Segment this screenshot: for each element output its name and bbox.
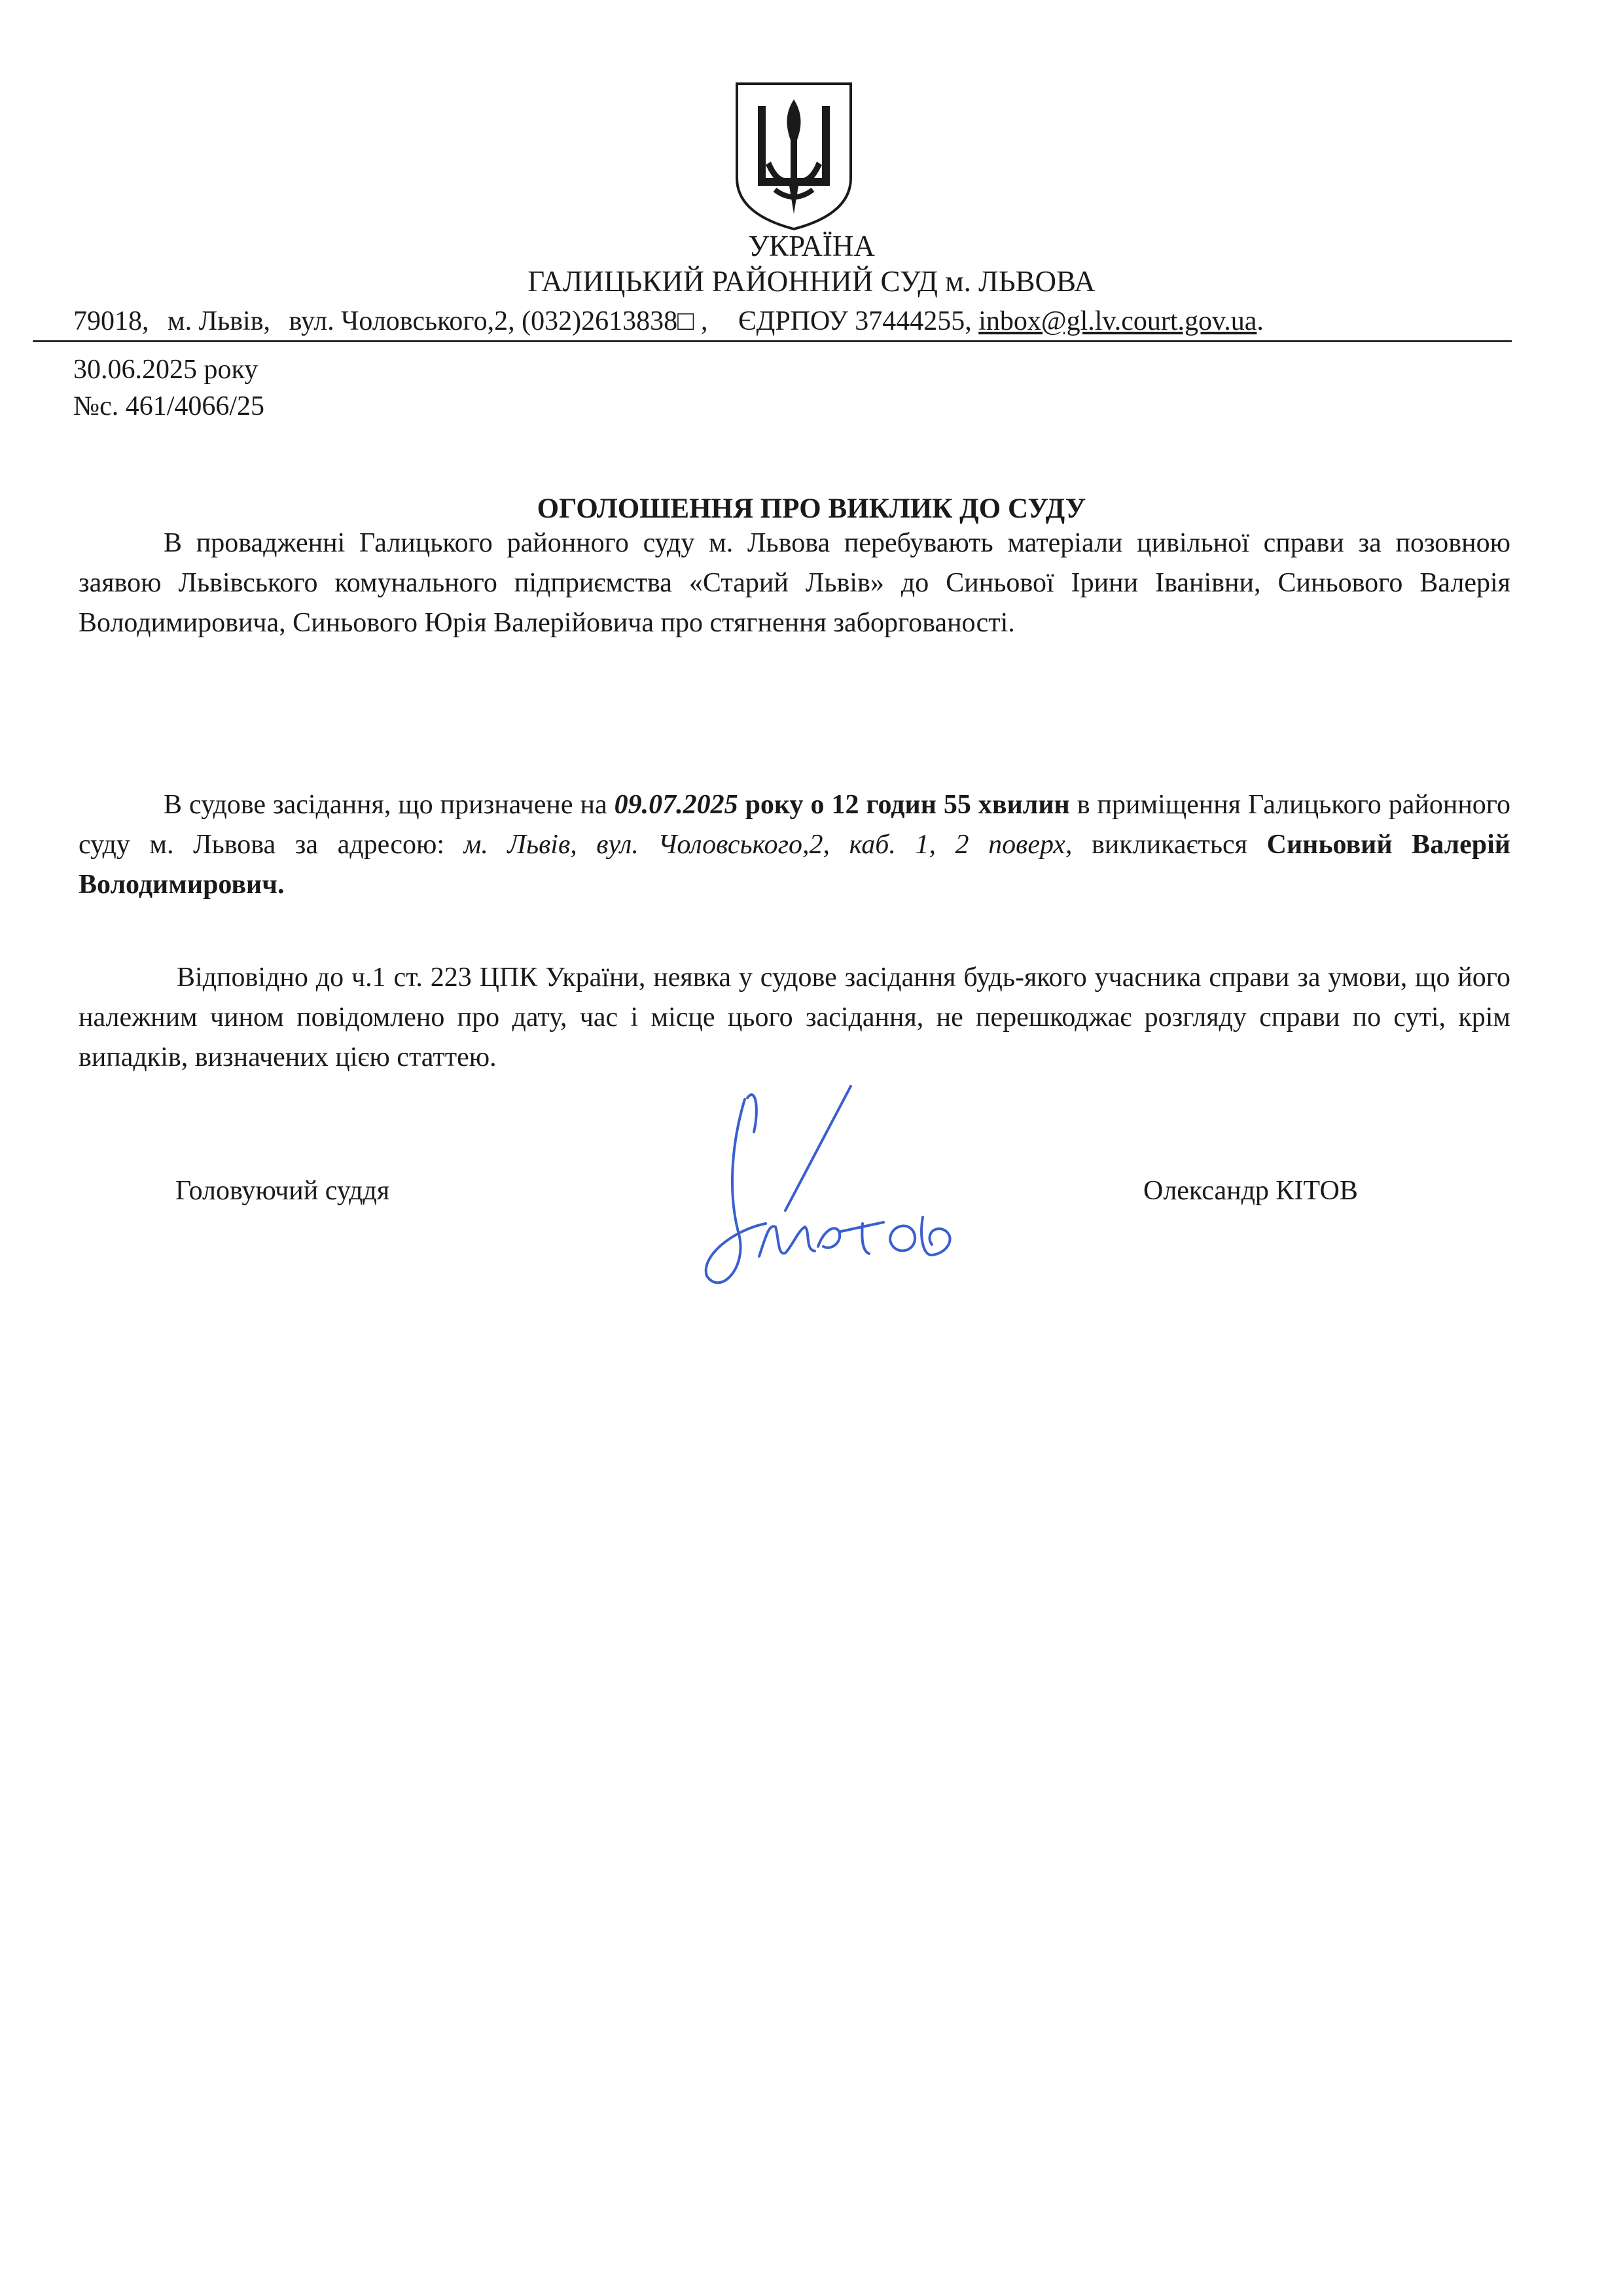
paragraph-hearing-info [79, 785, 1510, 905]
edrpou-code: ЄДРПОУ 37444255, [738, 306, 972, 336]
trident-coat-of-arms-icon [732, 80, 856, 232]
phone-number: (032)2613838□ , [522, 306, 708, 336]
judge-name: Олександр КІТОВ [1143, 1176, 1358, 1206]
summoned-person: Синьовий Валерій Володимирович. [79, 830, 1510, 900]
hearing-date: 09.07.2025 [614, 790, 738, 820]
hearing-location-intro: в приміщення Галицького районного суду м. Львова за адресою: [79, 790, 1510, 860]
document-title: ОГОЛОШЕННЯ ПРО ВИКЛИК ДО СУДУ [537, 493, 1086, 524]
hearing-intro: В судове засідання, що призначене на [164, 790, 615, 820]
hearing-time: року о 12 годин 55 хвилин [738, 790, 1070, 820]
postcode: 79018, [73, 306, 149, 336]
street-address: вул. Чоловського,2, [289, 306, 515, 336]
handwritten-signature [694, 1060, 1008, 1309]
header-divider [33, 340, 1512, 342]
hearing-address: м. Львів, вул. Чоловського,2, каб. 1, 2 поверх, [463, 830, 1073, 860]
judge-role: Головуючий суддя [175, 1176, 390, 1206]
email-suffix: . [1257, 306, 1264, 336]
city: м. Львів, [168, 306, 271, 336]
paragraph-case-info: В провадженні Галицького районного суду м. Львова перебувають матеріали цивільної справи за позовною заявою Львівського комунального підприємства «Старий Львів» до Синьової Ірини Іванівни, Синьового Валерія Володимировича, Синьового Юрія Валерійовича про стягнення заборгованості. [79, 528, 1510, 638]
court-contacts [73, 305, 1533, 338]
email-link[interactable]: inbox@gl.lv.court.gov.ua [978, 306, 1257, 336]
country-heading: УКРАЇНА [748, 230, 875, 262]
court-name-heading: ГАЛИЦЬКИЙ РАЙОННИЙ СУД м. ЛЬВОВА [527, 265, 1096, 298]
paragraph-legal-note: Відповідно до ч.1 ст. 223 ЦПК України, неявка у судове засідання будь-якого учасника справи за умови, що його належним чином повідомлено про дату, час і місце цього засідання, не перешкоджає розгляду справи по суті, крім випадків, визначених цією статтею. [79, 963, 1510, 1072]
document-date: 30.06.2025 року [73, 355, 259, 385]
case-number: №с. 461/4066/25 [73, 391, 265, 421]
summoned-intro: викликається [1072, 830, 1267, 860]
